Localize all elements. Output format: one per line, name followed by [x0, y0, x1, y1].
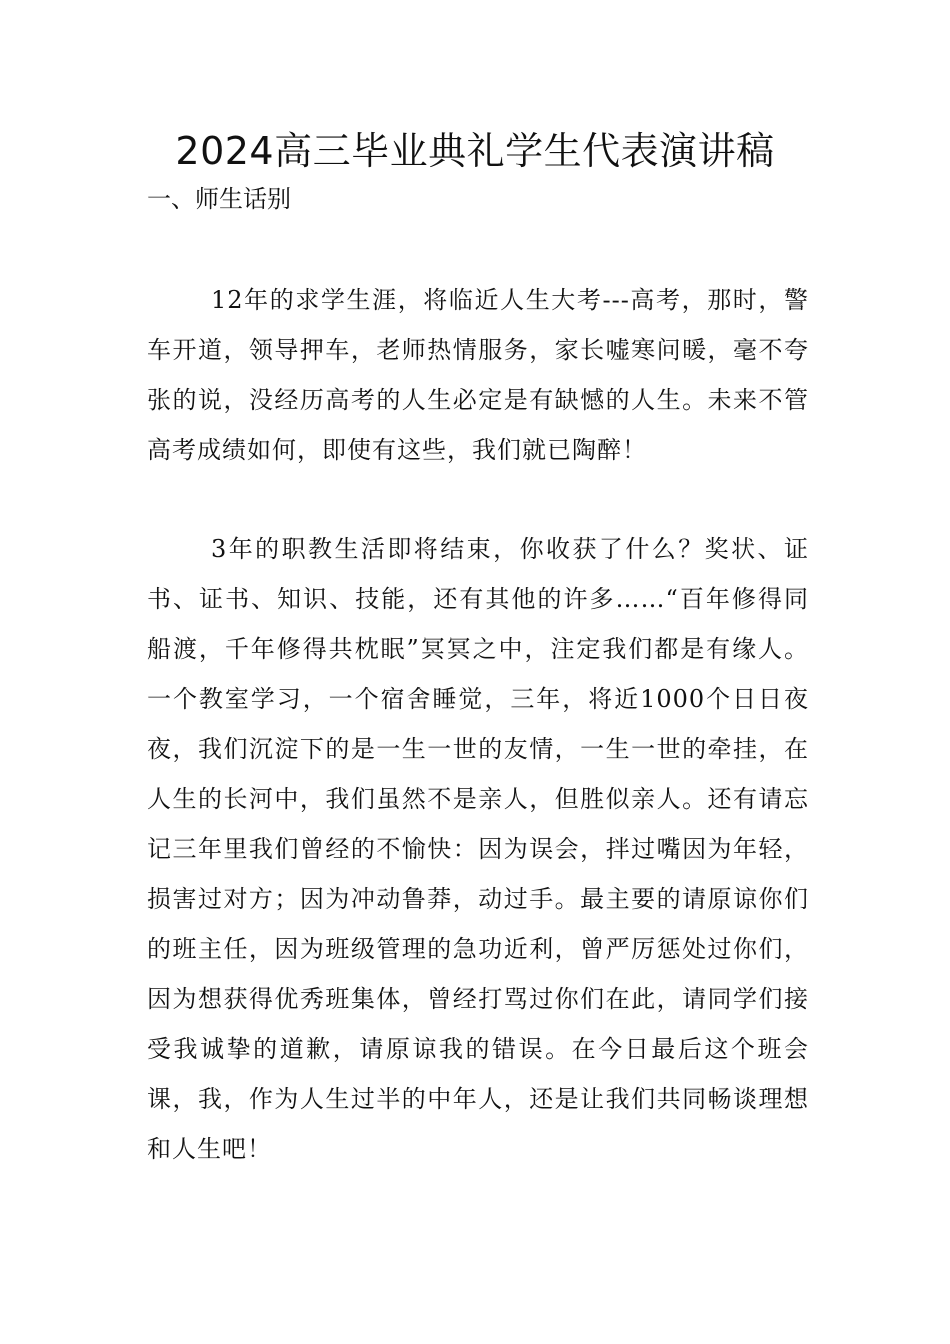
document-title: 2024高三毕业典礼学生代表演讲稿	[175, 129, 775, 173]
section-heading: 一、师生话别	[147, 185, 291, 213]
paragraph-2: 3年的职教生活即将结束，你收获了什么？奖状、证书、证书、知识、技能，还有其他的许多……“百年修得同船渡，千年修得共枕眠”冥冥之中，注定我们都是有缘人。一个教室学习，一个宿舍睡觉，三年，将近1000个日日夜夜，我们沉淀下的是一生一世的友情，一生一世的牵挂，在人生的长河中，我们虽然不是亲人，但胜似亲人。还有请忘记三年里我们曾经的不愉快：因为误会，拌过嘴因为年轻，损害过对方；因为冲动鲁莽，动过手。最主要的请原谅你们的班主任，因为班级管理的急功近利，曾严厉惩处过你们，因为想获得优秀班集体，曾经打骂过你们在此，请同学们接受我诚挚的道歉，请原谅我的错误。在今日最后这个班会课，我，作为人生过半的中年人，还是让我们共同畅谈理想和人生吧！	[147, 535, 809, 1163]
paragraph-1: 12年的求学生涯，将临近人生大考---高考，那时，警车开道，领导押车，老师热情服务，家长嘘寒问暖，毫不夸张的说，没经历高考的人生必定是有缺憾的人生。未来不管高考成绩如何，即使有这些，我们就已陶醉！	[147, 286, 809, 464]
